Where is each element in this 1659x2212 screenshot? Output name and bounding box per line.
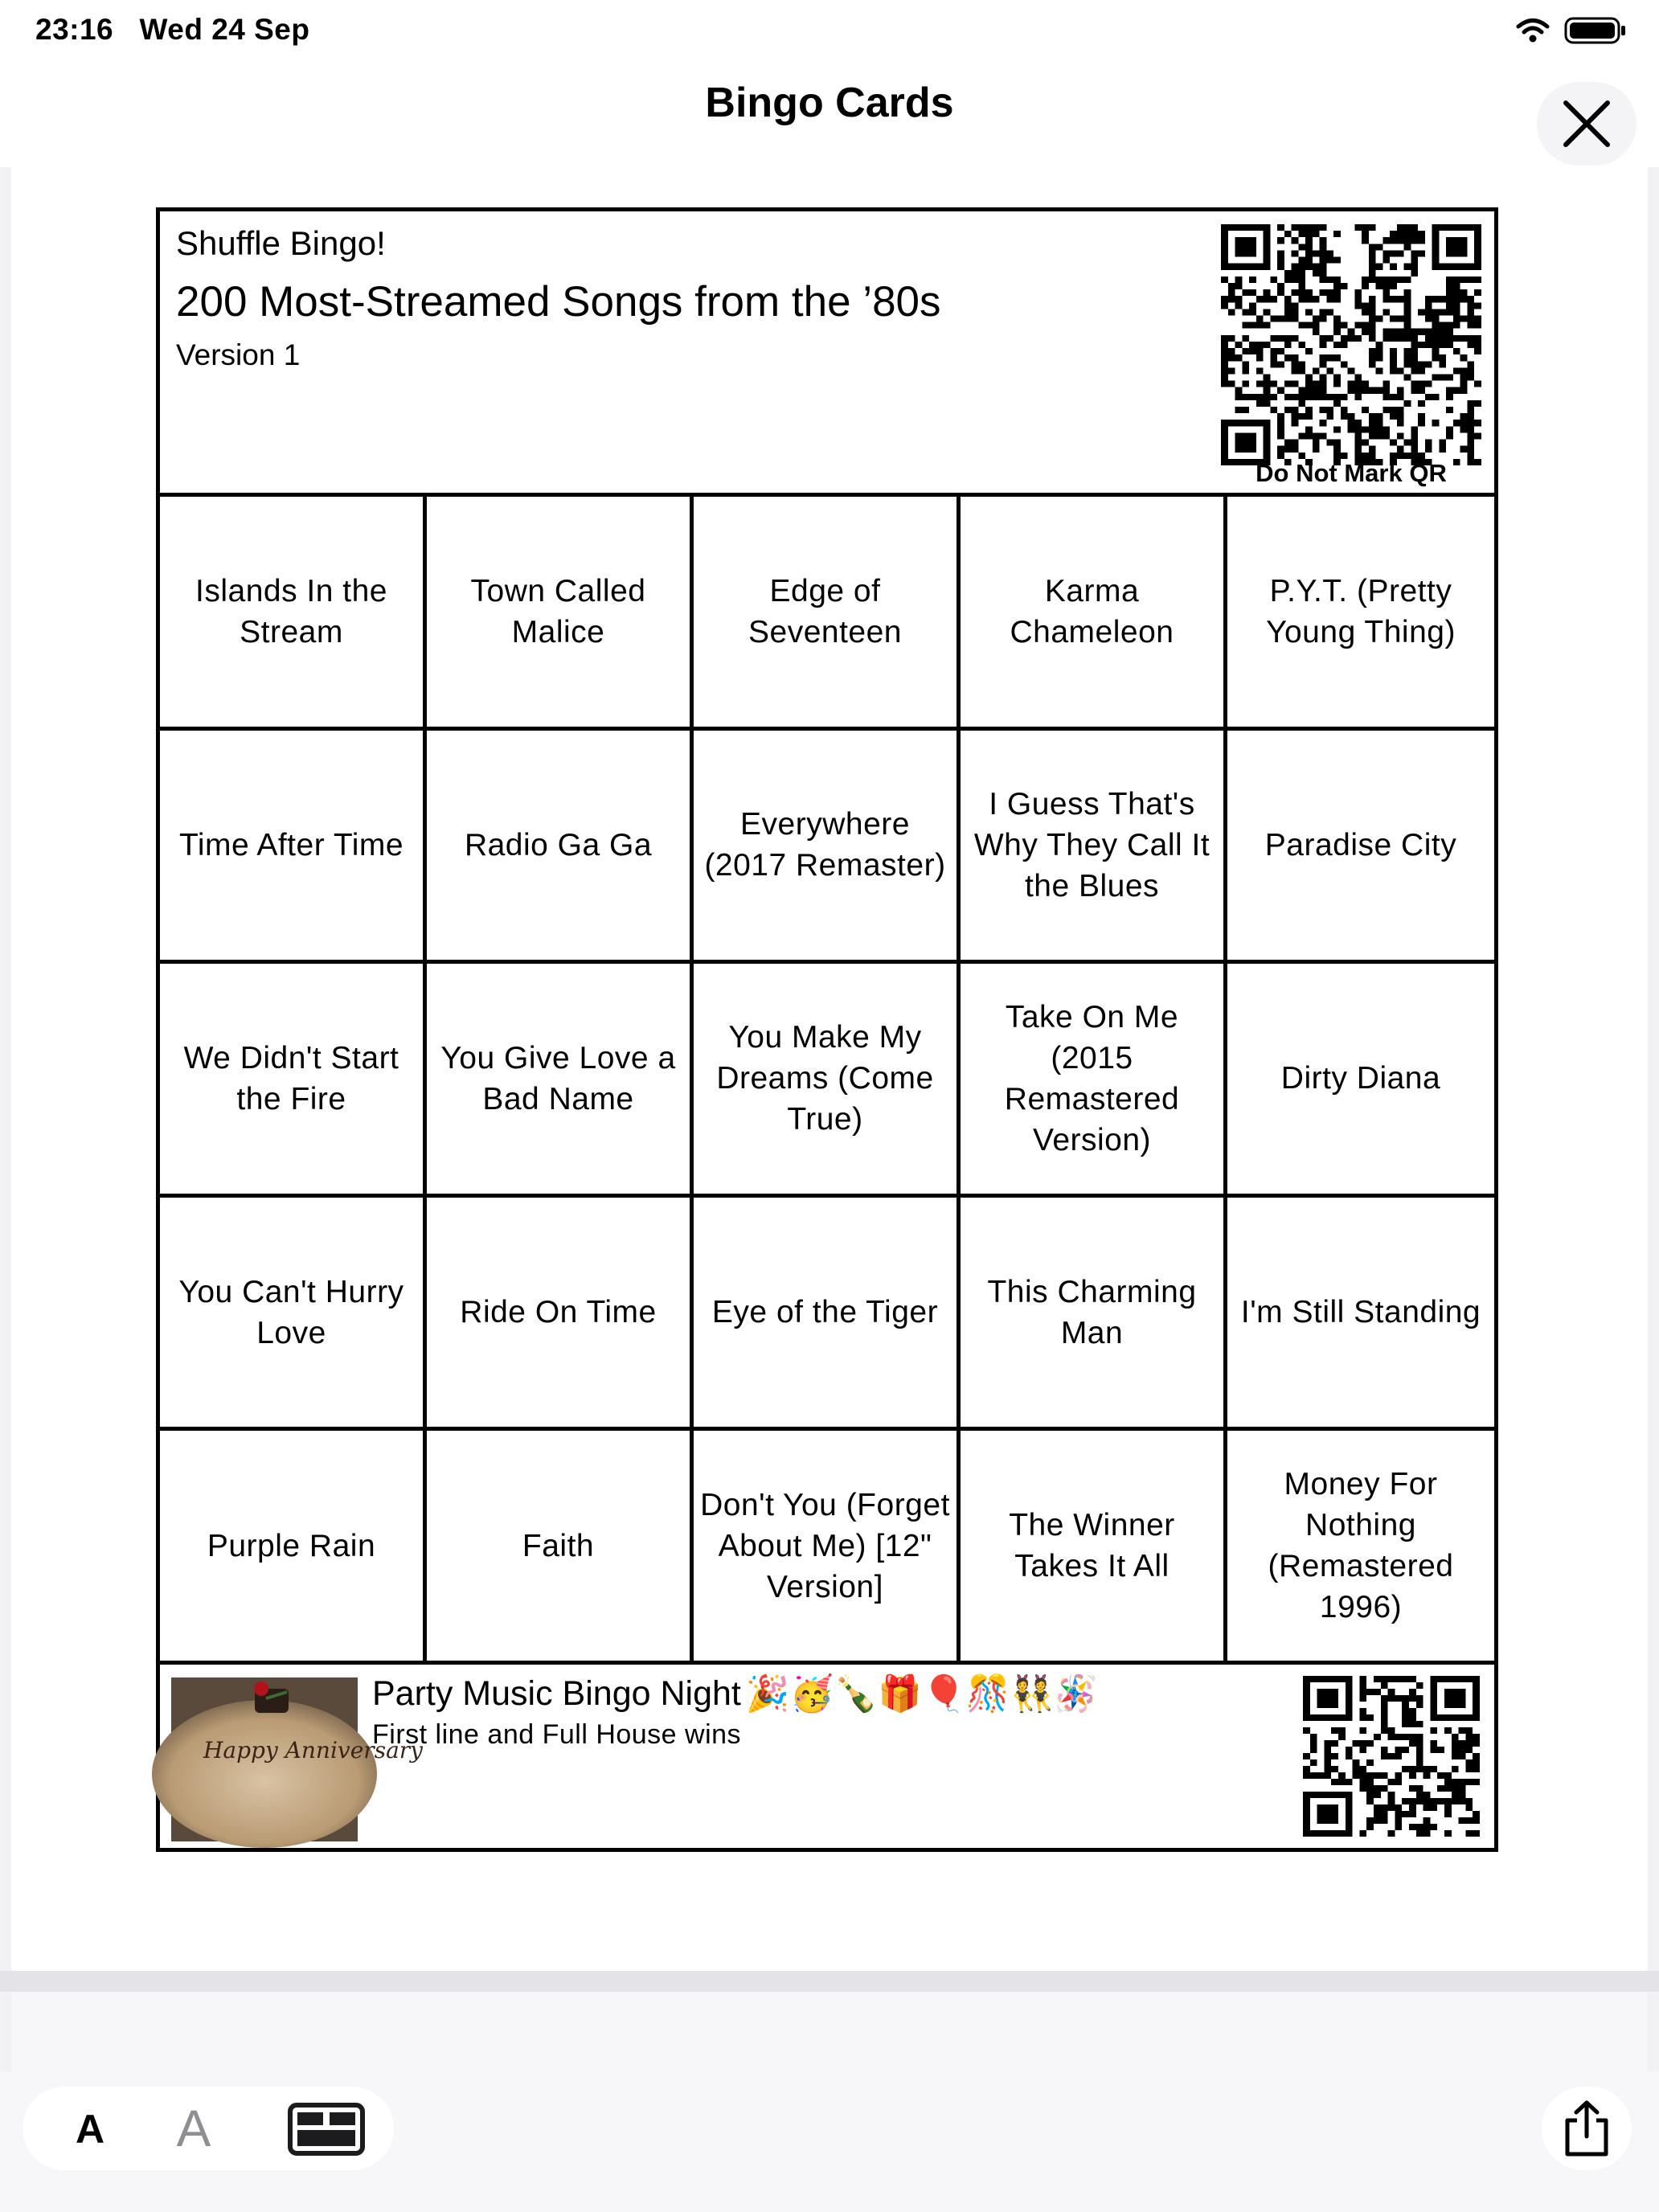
wifi-icon — [1516, 18, 1550, 43]
layout-icon[interactable] — [288, 2103, 365, 2156]
bingo-cell[interactable]: Karma Chameleon — [961, 497, 1227, 731]
bingo-cell[interactable]: Ride On Time — [427, 1198, 694, 1432]
bingo-cell[interactable]: Dirty Diana — [1227, 964, 1494, 1198]
bingo-cell[interactable]: Islands In the Stream — [160, 497, 427, 731]
bingo-cell[interactable]: We Didn't Start the Fire — [160, 964, 427, 1198]
card-version: Version 1 — [176, 338, 301, 371]
bingo-card — [156, 207, 1498, 1852]
qr-caption: Do Not Mark QR — [1256, 459, 1447, 487]
close-icon — [1561, 98, 1612, 150]
status-date: Wed 24 Sep — [139, 13, 310, 46]
event-title: Party Music Bingo Night — [372, 1673, 741, 1713]
bingo-cell[interactable]: Everywhere (2017 Remaster) — [694, 731, 961, 965]
font-bold-button[interactable]: A — [75, 2107, 105, 2152]
bingo-cell[interactable]: Purple Rain — [160, 1431, 427, 1665]
bingo-cell[interactable]: Eye of the Tiger — [694, 1198, 961, 1432]
status-icons — [1516, 16, 1627, 45]
bingo-cell[interactable]: Time After Time — [160, 731, 427, 965]
card-title: 200 Most-Streamed Songs from the ’80s — [176, 278, 941, 326]
bingo-cell[interactable]: P.Y.T. (Pretty Young Thing) — [1227, 497, 1494, 731]
status-clock: 23:16 — [35, 13, 114, 46]
card-header — [160, 211, 1494, 493]
bingo-cell[interactable]: You Can't Hurry Love — [160, 1198, 427, 1432]
bingo-cell[interactable]: Paradise City — [1227, 731, 1494, 965]
share-button[interactable] — [1542, 2087, 1632, 2170]
status-time — [35, 13, 310, 47]
bingo-cell[interactable]: You Make My Dreams (Come True) — [694, 964, 961, 1198]
share-icon — [1561, 2099, 1612, 2157]
bingo-cell[interactable]: Take On Me (2015 Remastered Version) — [961, 964, 1227, 1198]
bingo-cell[interactable]: The Winner Takes It All — [961, 1431, 1227, 1665]
bottom-toolbar — [0, 2072, 1659, 2212]
bingo-cell[interactable]: Faith — [427, 1431, 694, 1665]
font-light-button[interactable]: A — [176, 2099, 211, 2157]
event-subtitle: First line and Full House wins — [372, 1719, 742, 1750]
lower-panel — [11, 1992, 1648, 2072]
qr-code — [1221, 224, 1481, 465]
bingo-cell[interactable]: Town Called Malice — [427, 497, 694, 731]
divider — [0, 1971, 1659, 1992]
card-subtitle: Shuffle Bingo! — [176, 224, 386, 262]
photo-text: Happy Anniversary — [203, 1737, 423, 1763]
bingo-cell[interactable]: This Charming Man — [961, 1198, 1227, 1432]
bingo-cell[interactable]: Money For Nothing (Remastered 1996) — [1227, 1431, 1494, 1665]
bingo-cell[interactable]: I Guess That's Why They Call It the Blues — [961, 731, 1227, 965]
event-title-row — [372, 1673, 1098, 1714]
bingo-cell[interactable]: You Give Love a Bad Name — [427, 964, 694, 1198]
bingo-cell[interactable]: Don't You (Forget About Me) [12" Version] — [694, 1431, 961, 1665]
bingo-cell[interactable]: Edge of Seventeen — [694, 497, 961, 731]
bingo-grid — [160, 493, 1494, 1665]
card-footer — [160, 1665, 1494, 1848]
status-bar — [0, 0, 1659, 61]
close-button[interactable] — [1537, 82, 1636, 166]
battery-icon — [1564, 16, 1627, 45]
party-emojis: 🎉🥳🍾🎁🎈🎊👯🪅 — [745, 1673, 1099, 1714]
page-title: Bingo Cards — [705, 80, 954, 126]
bingo-cell[interactable]: I'm Still Standing — [1227, 1198, 1494, 1432]
format-controls — [23, 2087, 394, 2170]
nav-bar — [0, 61, 1659, 167]
anniversary-photo — [171, 1677, 423, 1841]
bingo-cell[interactable]: Radio Ga Ga — [427, 731, 694, 965]
qr-code — [1303, 1676, 1480, 1837]
